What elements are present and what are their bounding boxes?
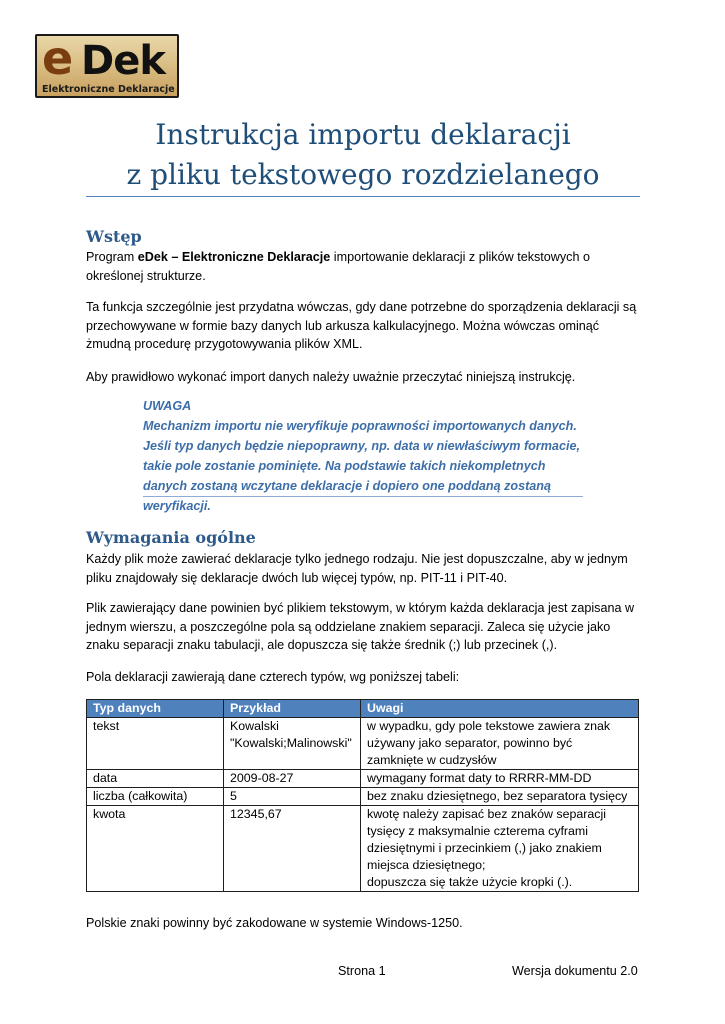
logo-e-letter: e — [42, 34, 74, 85]
table-cell-notes: bez znaku dziesiętnego, bez separatora tysięcy — [361, 788, 639, 806]
logo-dek-text: Dek — [81, 38, 165, 84]
title-line-1: Instrukcja importu deklaracji — [155, 118, 571, 151]
requirements-paragraph-2: Plik zawierający dane powinien być plikiem tekstowym, w którym każda deklaracja jest zapisana w jednym wierszu, a poszczególne pola są oddzielane znakiem separacji. Zaleca się użycie jako znaku separacji znaku tabulacji, ale dopuszcza się także średnik (;) lub przecinek (,). — [86, 601, 635, 652]
intro-paragraph-2: Ta funkcja szczególnie jest przydatna wówczas, gdy dane potrzebne do sporządzenia deklaracji są przechowywane w formie bazy danych lub arkusza kalkulacyjnego. Można wówczas ominąć żmudną procedurę przygotowywania plików XML. — [86, 300, 637, 351]
requirements-paragraph-3: Pola deklaracji zawierają dane czterech typów, wg poniższej tabeli: — [86, 670, 460, 684]
table-row — [87, 770, 639, 788]
warning-text: Mechanizm importu nie weryfikuje poprawności importowanych danych. Jeśli typ danych będzie niepoprawny, np. data w niewłaściwym formacie, takie pole zostanie pominięte. Na podstawie takich niekompletnych danych zostaną wczytane deklaracje i dopiero one poddaną zostaną weryfikacji. — [143, 419, 580, 513]
encoding-paragraph: Polskie znaki powinny być zakodowane w systemie Windows-1250. — [86, 916, 463, 930]
table-cell-notes: w wypadku, gdy pole tekstowe zawiera znak używany jako separator, powinno być zamknięte w cudzysłów — [361, 718, 639, 770]
intro-p1-pre: Program — [86, 250, 138, 264]
table-header-type: Typ danych — [87, 700, 224, 718]
data-types-table — [86, 699, 639, 892]
section-heading-intro: Wstęp — [86, 227, 142, 246]
table-header-notes: Uwagi — [361, 700, 639, 718]
table-cell-example: 2009-08-27 — [224, 770, 361, 788]
edek-logo — [35, 34, 179, 98]
logo-subtitle: Elektroniczne Deklaracje — [42, 84, 175, 95]
footer-page-number: Strona 1 — [338, 964, 386, 978]
table-cell-notes: kwotę należy zapisać bez znaków separacji tysięcy z maksymalnie czterema cyframi dziesiętnymi i przecinkiem (,) jako znakiem miejsca dziesiętnego; dopuszcza się także użycie kropki (.). — [361, 806, 639, 892]
document-title — [86, 115, 640, 195]
intro-p1-post: importowanie deklaracji z plików tekstowych o określonej strukturze. — [86, 250, 590, 283]
table-cell-type: liczba (całkowita) — [87, 788, 224, 806]
table-cell-type: data — [87, 770, 224, 788]
table-row — [87, 718, 639, 770]
table-cell-type: tekst — [87, 718, 224, 770]
requirements-paragraph-1: Każdy plik może zawierać deklaracje tylko jednego rodzaju. Nie jest dopuszczalne, aby w jednym pliku znajdowały się deklaracje dwóch lub więcej typów, np. PIT-11 i PIT-40. — [86, 552, 628, 585]
table-cell-notes: wymagany format daty to RRRR-MM-DD — [361, 770, 639, 788]
title-divider — [86, 196, 640, 197]
intro-paragraph-3: Aby prawidłowo wykonać import danych należy uważnie przeczytać niniejszą instrukcję. — [86, 370, 576, 384]
intro-paragraph-1 — [86, 248, 642, 285]
table-row — [87, 806, 639, 892]
table-row — [87, 788, 639, 806]
table-header-example: Przykład — [224, 700, 361, 718]
title-line-2: z pliku tekstowego rozdzielanego — [126, 158, 600, 191]
warning-label: UWAGA — [143, 399, 192, 413]
footer-document-version: Wersja dokumentu 2.0 — [512, 964, 638, 978]
warning-note — [143, 396, 588, 516]
table-cell-type: kwota — [87, 806, 224, 892]
note-divider — [143, 496, 583, 497]
table-cell-example: Kowalski "Kowalski;Malinowski" — [224, 718, 361, 770]
table-cell-example: 12345,67 — [224, 806, 361, 892]
intro-p1-bold: eDek – Elektroniczne Deklaracje — [137, 250, 331, 264]
table-cell-example: 5 — [224, 788, 361, 806]
section-heading-requirements: Wymagania ogólne — [86, 528, 256, 547]
table-header-row — [87, 700, 639, 718]
